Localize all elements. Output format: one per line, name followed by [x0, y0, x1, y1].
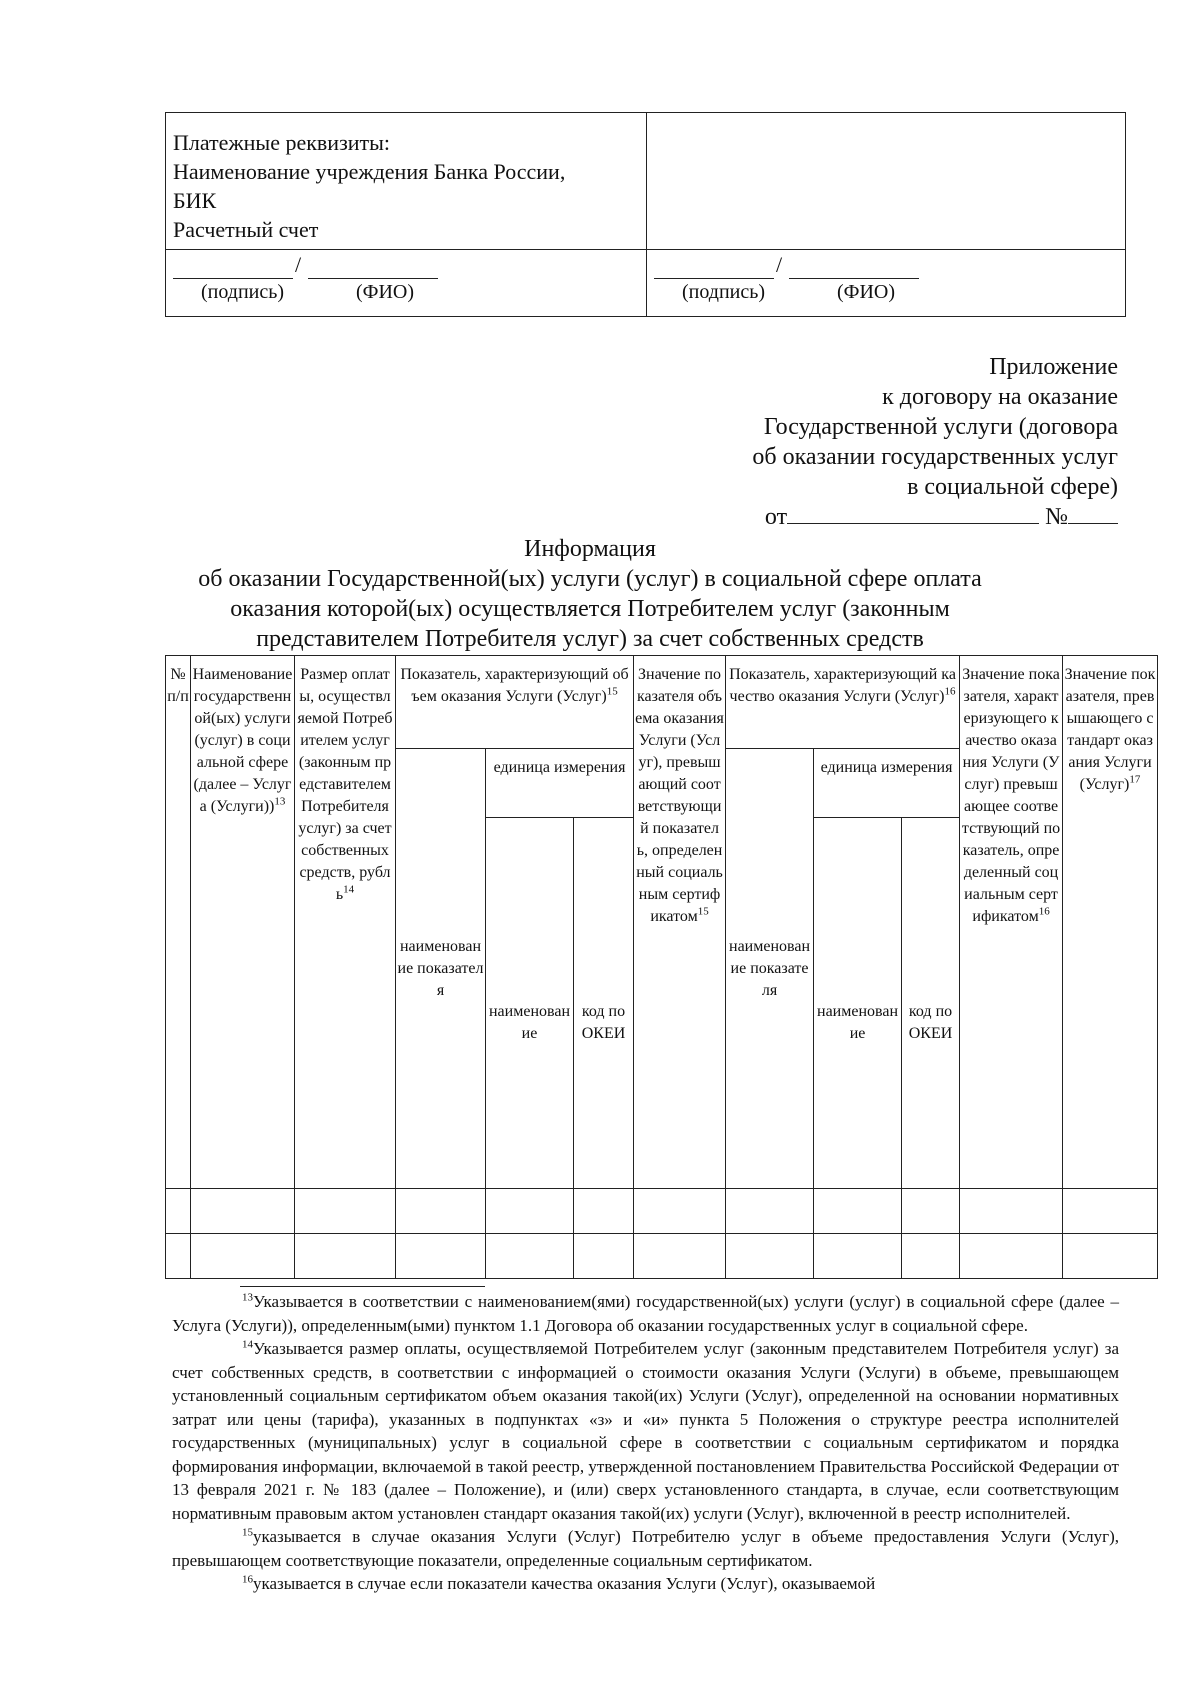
number-blank	[1068, 503, 1118, 524]
number-prefix: №	[1045, 504, 1068, 530]
appendix-header	[752, 352, 1118, 532]
signature-cell-left	[166, 250, 647, 317]
subheader-quality-unit-name: наименование	[814, 818, 902, 1189]
footnote-14: $^{14}$Указывается размер оплаты, осуществляемой Потребителем услуг (законным представителем Потребителя услуг) за счет собственных средств, в соответствии с информацией о стоимости оказания Услуги (Услуги) в объеме, превышающем установленный социальным сертификатом объем оказания такой(их) Услуги (Услуг), определенной на основании нормативных затрат или цены (тарифа), указанных в подпунктах «з» и «и» пункта 5 Положения о структуре реестра исполнителей государственных (муниципальных) услуг в социальной сфере в соответствии с социальным сертификатом и порядка формирования информации, включаемой в такой реестр, утвержденной постановлением Правительства Российской Федерации от 13 февраля 2021 г. № 183 (далее – Положение), и (или) сверх установленного стандарта, в случае, если соответствующим нормативным правовым актом установлен стандарт оказания такой(их) услуги (Услуг), включенной в реестр исполнителей.	[172, 1338, 1119, 1523]
date-blank	[787, 503, 1039, 524]
table-row	[166, 1189, 1158, 1234]
appendix-line: Приложение	[989, 354, 1118, 380]
signature-cell-right	[647, 250, 1126, 317]
signature-line	[654, 262, 774, 279]
title-line: представителем Потребителя услуг) за счет собственных средств	[256, 626, 924, 652]
col-header-quality-value: Значение показателя, характеризующего качество оказания Услуги (Услуг) превышающее соответствующий показатель, определенный социальным сертификатом$^{16}$	[960, 656, 1063, 1189]
signature-caption: (подпись)	[682, 281, 766, 303]
services-info-table	[165, 655, 1158, 1279]
appendix-line: в социальной сфере)	[907, 474, 1118, 500]
requisites-title: Платежные реквизиты:	[173, 130, 391, 155]
col-header-number: № п/п	[166, 656, 191, 1189]
footnote-13: $^{13}$Указывается в соответствии с наименованием(ями) государственной(ых) услуги (услуг) в социальной сфере (далее – Услуга (Услуги)), определенным(ыми) пунктом 1.1 Договора об оказании государственных услуг в социальной сфере.	[172, 1291, 1119, 1335]
signature-slash: /	[295, 252, 302, 277]
col-header-quality-group: Показатель, характеризующий качество оказания Услуги (Услуг)$^{16}$	[726, 656, 960, 749]
account-label: Расчетный счет	[173, 217, 319, 242]
subheader-volume-okei-code: код по ОКЕИ	[574, 818, 634, 1189]
signature-slash: /	[776, 252, 783, 277]
name-caption: (ФИО)	[356, 281, 415, 303]
appendix-line: об оказании государственных услуг	[752, 444, 1118, 470]
title-line: оказания которой(ых) осуществляется Потребителем услуг (законным	[230, 596, 950, 622]
subheader-volume-indicator-name: наименование показателя	[396, 749, 486, 1189]
subheader-quality-unit: единица измерения	[814, 749, 960, 818]
footnote-separator	[240, 1286, 485, 1287]
date-prefix: от	[764, 504, 788, 530]
title-heading: Информация	[524, 536, 656, 562]
name-line	[308, 262, 438, 279]
subheader-quality-okei-code: код по ОКЕИ	[902, 818, 960, 1189]
bank-name-label: Наименование учреждения Банка России,	[173, 159, 566, 184]
subheader-volume-unit-name: наименование	[486, 818, 574, 1189]
col-header-standard-value: Значение показателя, превышающего стандарт оказания Услуги (Услуг)$^{17}$	[1063, 656, 1158, 1189]
contract-date-line	[752, 502, 1118, 532]
col-header-volume-group: Показатель, характеризующий объем оказания Услуги (Услуг)$^{15}$	[396, 656, 634, 749]
col-header-volume-value: Значение показателя объема оказания Услуги (Услуг), превышающий соответствующий показатель, определенный социальным сертификатом$^{15}$	[634, 656, 726, 1189]
document-title	[150, 534, 1030, 654]
bik-label: БИК	[173, 188, 217, 213]
col-header-service-name: Наименование государственной(ых) услуги (услуг) в социальной сфере (далее – Услуга (Услуги))$^{13}$	[191, 656, 295, 1189]
subheader-quality-indicator-name: наименование показателя	[726, 749, 814, 1189]
footnotes	[172, 1290, 1119, 1596]
appendix-line: Государственной услуги (договора	[763, 414, 1118, 440]
col-header-payment: Размер оплаты, осуществляемой Потребителем услуг (законным представителем Потребителя услуг) за счет собственных средств, рубль$^{14}$	[295, 656, 396, 1189]
footnote-16: $^{16}$указывается в случае если показатели качества оказания Услуги (Услуг), оказываемой	[242, 1573, 876, 1593]
requisites-table	[165, 112, 1126, 317]
requisites-cell	[166, 113, 647, 250]
footnote-15: $^{15}$указывается в случае оказания Услуги (Услуг) Потребителю услуг в объеме предоставления Услуги (Услуг), превышающем соответствующие показатели, определенные социальным сертификатом.	[172, 1526, 1119, 1570]
subheader-volume-unit: единица измерения	[486, 749, 634, 818]
name-line	[789, 262, 919, 279]
table-row	[166, 1234, 1158, 1279]
title-line: об оказании Государственной(ых) услуги (услуг) в социальной сфере оплата	[198, 566, 982, 592]
signature-caption: (подпись)	[201, 281, 285, 303]
appendix-line: к договору на оказание	[882, 384, 1118, 410]
name-caption: (ФИО)	[837, 281, 896, 303]
signature-line	[173, 262, 293, 279]
requisites-empty-cell	[647, 113, 1126, 250]
